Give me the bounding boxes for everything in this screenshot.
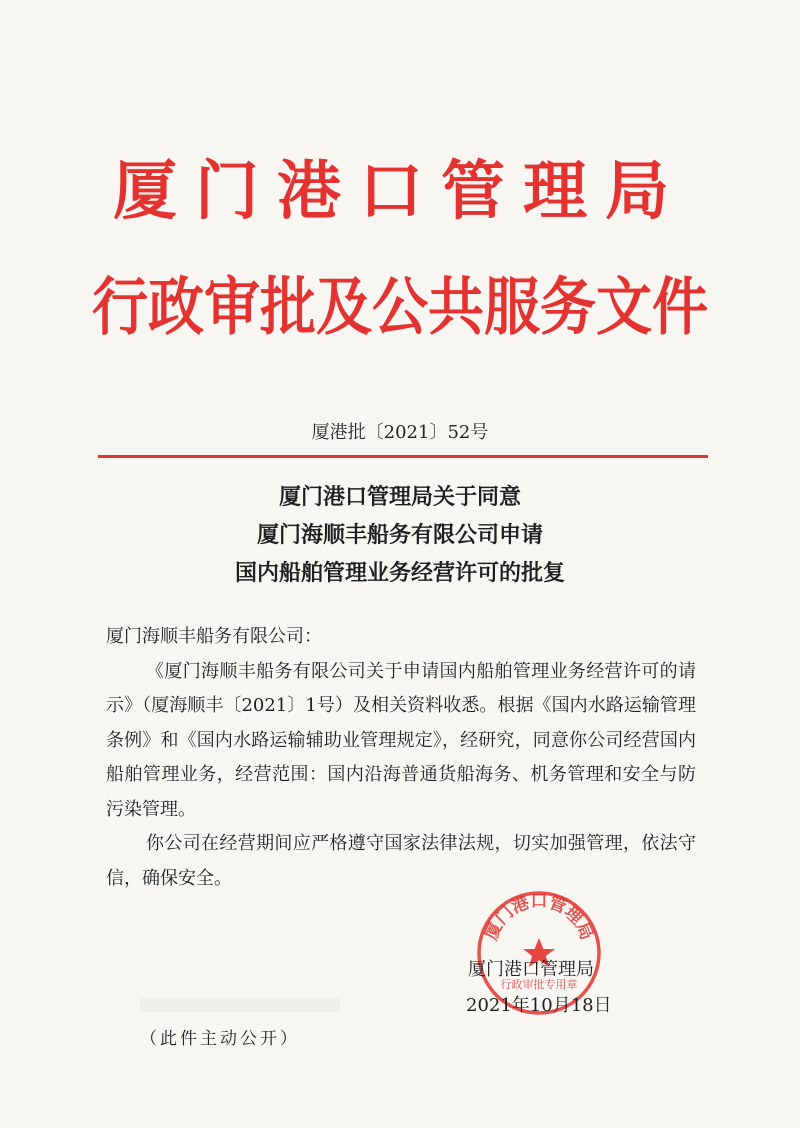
addressee: 厦门海顺丰船务有限公司： [106,626,322,647]
document-body [106,620,696,896]
document-number: 厦港批〔2021〕52号 [311,422,489,443]
svg-text:厦门港口管理局 [481,892,597,943]
subject-line: 国内船舶管理业务经营许可的批复 [234,560,565,586]
signature-block [466,952,666,1024]
signing-org: 厦门港口管理局 [468,959,594,980]
subject-line: 厦门港口管理局关于同意 [278,484,521,510]
issuing-org-title: 厦门港口管理局 [113,155,687,229]
body-paragraph: 你公司在经营期间应严格遵守国家法律法规，切实加强管理，依法守信，确保安全。 [106,833,696,889]
red-divider-line [98,455,708,458]
signing-date: 2021年10月18日 [466,995,612,1016]
faint-background-mark [140,998,340,1012]
seal-subtext: 行政审批专用章 [500,978,578,991]
document-subject [0,478,800,592]
seal-text: 厦门港口管理局 [481,891,597,943]
disclosure-note: （此件主动公开） [140,1029,300,1049]
body-paragraph: 《厦门海顺丰船务有限公司关于申请国内船舶管理业务经营许可的请示》（厦海顺丰〔2021〕1号）及相关资料收悉。根据《国内水路运输管理条例》和《国内水路运输辅助业管理规定》，经研究，同意你公司经营国内船舶管理业务，经营范围：国内沿海普通货船海务、机务管理和安全与防污染管理。 [106,660,696,820]
subject-line: 厦门海顺丰船务有限公司申请 [256,522,543,548]
document-category-title: 行政审批及公共服务文件 [92,271,708,345]
